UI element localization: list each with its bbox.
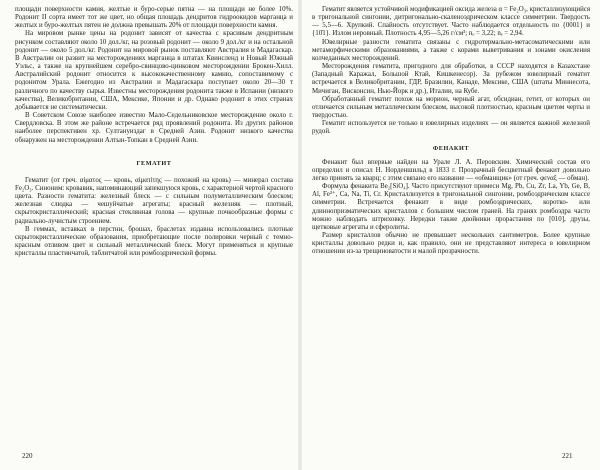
right-paragraph: Ювелирные разности гематита связаны с гидротермально-метасоматическими или метаморфическими образованиями, а также с корами выветривания и зонами окисления колчеданных месторождений.	[312, 38, 590, 62]
left-paragraph: Гематит (от греч. αἱματος — кровь, αἱματίτης — похожий на кровь) — минерал состава Fe₂O₃. Синоним: кровавик, напоминающий запекшуюся кровь, с характерной чертой красного цвета. Разности гематита: железный блеск — с сильным полуметаллическим блеском; железная слюдка — чешуйчатые агрегаты; красный железняк — плотный, скрытокристаллический; красная стеклянная голова — крупные почкообразные формы с радиально-лучистым строением.	[15, 176, 293, 225]
left-paragraph: На мировом рынке цены на родонит зависят от качества с красивым дендритным рисунком составляют около 10 дол./кг, на розовый родонит — около 9 дол./кг и на остальной родонит — около 5 дол./кг. Родонит на мировой рынок поставляют Австралия и Мадагаскар. В Австралии он развит на месторождениях марганца в штатах Квинсленд и Новый Южный Уэльс, а также на крупнейшем серебро-свинцово-цинковом месторождении Брокен-Хилл. Австралийский родонит относится к высококачественному камню, сопоставимому с родонитом Урала. Ежегодно из Австралии и Мадагаскара поступает около 20—30 т различного по качеству сырья. Известны месторождения родонита также в Испании (низкого качества), Великобритании, США, Мексике, Японии и др. Однако родонит в этих странах добывается не систематически.	[15, 30, 293, 111]
right-paragraph: Размер кристаллов обычно не превышает нескольких сантиметров. Более крупные кристаллы довольно редки и, как правило, они не представляют интереса в ювелирном отношении из-за трещиноватости и малой прозрачности.	[312, 232, 590, 256]
right-paragraph: Фенакит был впервые найден на Урале Л. А. Перовским. Химический состав его определил и описал Н. Норденшильд в 1833 г. Прозрачный бесцветный фенакит довольно легко принять за кварц; с этим связано его название — «обманщик» (от греч. φεναξ — обман).	[312, 158, 590, 182]
right-paragraph: Гематит является устойчивой модификацией оксида железа α = Fe₂O₃, кристаллизующийся в тригональной сингонии, дитригонально-скаленоэдрическом классе симметрии. Твердость — 5,5—6. Хрупкий. Спайность отсутствует. Часто наблюдается отдельность по {0001} и {10̄1}. Излом неровный. Плотность 4,95—5,26 г/см³; nₒ = 3,22; nₑ = 2,94.	[312, 6, 590, 38]
right-paragraph: Обработанный гематит похож на морион, черный агат, обсидиан, гетит, от которых он отличается сильным металлическим блеском, высокой плотностью, красным цветом черты и твердостью.	[312, 95, 590, 120]
right-page-column	[312, 6, 590, 257]
left-paragraph: В Советском Союзе наиболее известно Мало-Седельниковское месторождение около г. Свердловска. В этом же районе встречается ряд проявлений родонита. Из других районов наиболее перспективен хр. Султануиздаг в Средней Азии. Родонит низкого качества обнаружен на месторождении Алтын-Топкан в Средней Азии.	[15, 112, 293, 144]
right-paragraph: Гематит используется не только в ювелирных изделиях — он является важной железной рудой.	[312, 120, 590, 136]
left-paragraph: площади поверхности камня, желтые и буро-серые пятна — на площади не более 10%. Родонит II сорта имеет тот же цвет, но общая площадь дендритов гидроокидов марганца и желтых и буро-желтых пятен не должна превышать 20% от площади поверхности камня.	[15, 6, 293, 30]
book-gutter	[298, 0, 302, 470]
right-paragraph: Месторождения гематита, пригодного для обработки, в СССР находятся в Казахстане (Западный Каражал, Большой Ктай, Кишкенесор). За рубежом ювелирный гематит встречается в Великобритании, ГДР, Бразилии, Канаде, Мексике, США (штаты Миннесота, Мичиган, Висконсин, Нью-Йорк и др.), Италии, на Кубе.	[312, 63, 590, 95]
left-page-column	[15, 6, 293, 258]
section-heading-hematite: ГЕМАТИТ	[136, 159, 172, 167]
page-number-right: 221	[562, 452, 573, 460]
section-heading-phenakite: ФЕНАКИТ	[432, 144, 470, 152]
right-paragraph: Формула фенакита Be₂[SiO₄]. Часто присутствуют примеси Mg, Pb, Cu, Zr, La, Yb, Ge, B, Al, Fe³⁺, Ca, Na, Ti, Cr. Кристаллизуется в тригональной сингонии, ромбоэдрическом классе симметрии. Встречается фенакит в виде ромбоэдрических, коротко- или длиннопризматических кристаллов с большим числом граней. На гранях ромбоэдра часто можно наблюдать штриховку. Нередки также двойники прорастания по [010], друзы, щетковые агрегаты и сферолиты.	[312, 183, 590, 231]
left-paragraph: В геммах, вставках в перстни, брошах, браслетах издавна использовались плотные скрытокристаллические образования, приобретающие после полировки черный с темно-красным отливом цвет и сильный металлический блеск. Могут применяться и крупные кристаллы пластинчатой, таблитчатой или ромбоэдрической формы.	[15, 225, 293, 258]
page-number-left: 220	[22, 452, 33, 460]
